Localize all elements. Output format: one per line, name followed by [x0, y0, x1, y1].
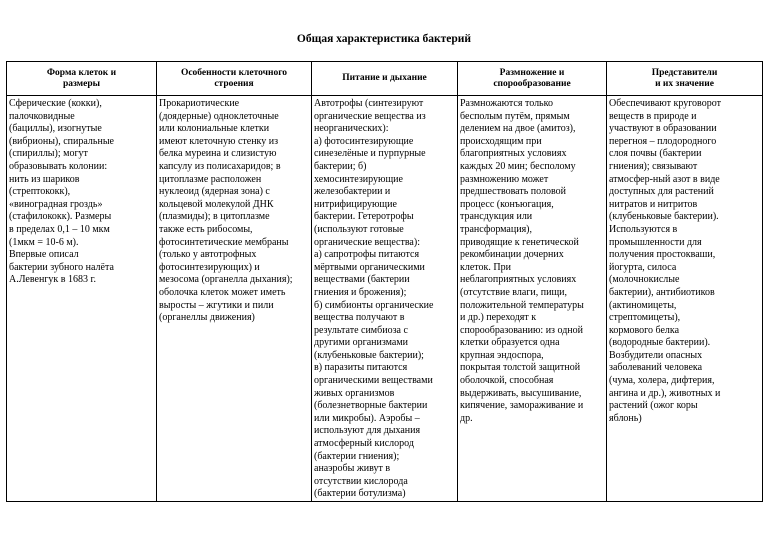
header-cell-representatives — [607, 62, 763, 96]
cell-representatives-text: Обеспечивают круговорот веществ в природе и участвуют в образовании перегноя – плодородного слоя почвы (бактерии гниения); связывают атмосфер-ный азот в виде доступных для растений нитратов и нитритов (клубеньковые бактерии). Используются в промышленности для получения простокваши, йогурта, силоса (молочнокислые бактерии), антибиотиков (актиномицеты, стрептомицеты), кормового белка (водородные бактерии). Возбудители опасных заболеваний человека (чума, холера, дифтерия, ангина и др.), животных и растений (ожог коры яблонь) — [609, 98, 721, 424]
cell-reproduction-text: Размножаются только бесполым путём, прямым делением на двое (амитоз), происходящим при благоприятных условиях каждых 20 мин; бесполому размножению может предшествовать половой процесс (конъюгация, трансдукция или трансформация), приводящие к генетической рекомбинации дочерних клеток. При неблагоприятных условиях (отсутствие влаги, пищи, положительной температуры и др.) переходят к спорообразованию: из одной клетки образуется одна крупная эндоспора, покрытая толстой защитной оболочкой, способная выдерживать, высушивание, кипячение, замораживание и др. — [460, 98, 584, 424]
header-cell-shape-size — [7, 62, 157, 96]
cell-reproduction — [458, 96, 607, 502]
header-representatives-label: Представители и их значение — [651, 67, 718, 89]
cell-nutrition-text: Автотрофы (синтезируют органические вещества из неорганических): а) фотосинтезирующие синезелёные и пурпурные бактерии; б) хемосинтезирующие железобактерии и нитрифицирующие бактерии. Гетеротрофы (используют готовые органические вещества): а) сапротрофы питаются мёртвыми органическими веществами (бактерии гниения и брожения); б) симбионты органические вещества получают в результате симбиоза с другими организмами (клубеньковые бактерии); в) паразиты питаются органическими веществами живых организмов (болезнетворные бактерии или микробы). Аэробы – используют для дыхания атмосферный кислород (бактерии гниения); анаэробы живут в отсутствии кислорода (бактерии ботулизма) — [314, 98, 434, 500]
header-nutrition-label: Питание и дыхание — [342, 73, 427, 83]
cell-nutrition — [312, 96, 458, 502]
bacteria-table — [6, 61, 763, 502]
table-row — [7, 96, 763, 502]
cell-structure — [157, 96, 312, 502]
cell-shape-size-text: Сферические (кокки), палочковидные (бациллы), изогнутые (вибрионы), спиральные (спириллы); могут образовывать колонии: нить из шариков (стрептококк), «виноградная гроздь» (стафилококк). Размеры в пределах 0,1 – 10 мкм (1мкм = 10-6 м). Впервые описал бактерии зубного налёта А.Левенгук в 1683 г. — [9, 98, 114, 286]
cell-shape-size — [7, 96, 157, 502]
cell-representatives — [607, 96, 763, 502]
header-structure-label: Особенности клеточного строения — [180, 67, 288, 89]
header-cell-reproduction — [458, 62, 607, 96]
header-reproduction-label: Размножение и спорообразование — [493, 67, 571, 89]
cell-structure-text: Прокариотические (доядерные) одноклеточные или колониальные клетки имеют клеточную стенку из белка муреина и слизистую капсулу из полисахаридов; в цитоплазме расположен нуклеоид (ядерная зона) с кольцевой молекулой ДНК (плазмиды); в цитоплазме также есть рибосомы, фотосинтетические мембраны (только у автотрофных фотосинтезирующих) и мезосома (органелла дыхания); оболочка клеток может иметь выросты – жгутики и пили (органеллы движения) — [159, 98, 293, 324]
table-header-row — [7, 62, 763, 96]
page-title: Общая характеристика бактерий — [296, 33, 472, 45]
header-cell-structure — [157, 62, 312, 96]
header-shape-size-label: Форма клеток и размеры — [46, 67, 117, 89]
header-cell-nutrition — [312, 62, 458, 96]
